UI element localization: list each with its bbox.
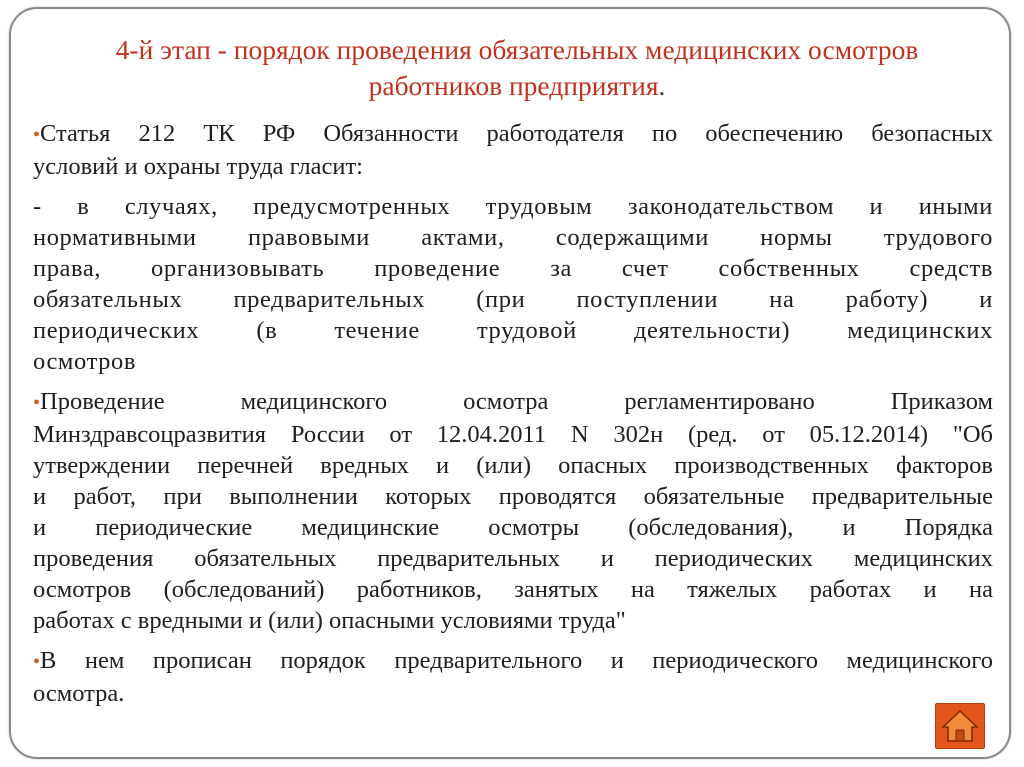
title-line-2-text: работников предприятия xyxy=(368,70,659,101)
text-line: условий и охраны труда гласит: xyxy=(33,153,363,180)
text-line: осмотров (обследований) работников, занятых на тяжелых работах и на xyxy=(33,576,993,603)
text-line: утверждении перечней вредных и (или) опасных производственных факторов xyxy=(33,452,993,479)
line-text: Проведение медицинского осмотра регламентировано Приказом xyxy=(40,388,993,415)
text-line: - в случаях, предусмотренных трудовым законодательством и иными xyxy=(33,193,993,220)
paragraph-order-302n xyxy=(33,386,993,636)
title-line-2 xyxy=(60,68,974,104)
paragraph-procedure xyxy=(33,645,993,709)
text-line: права, организовывать проведение за счет собственных средств xyxy=(33,255,993,282)
text-line: работах с вредными и (или) опасными условиями труда" xyxy=(33,607,626,634)
text-line xyxy=(33,386,993,419)
paragraph-article-212 xyxy=(33,118,993,182)
slide-title xyxy=(60,32,974,104)
bullet: • xyxy=(33,651,41,673)
text-line: и периодические медицинские осмотры (обследования), и Порядка xyxy=(33,514,993,541)
line-text: В нем прописан порядок предварительного и периодического медицинского xyxy=(40,647,993,674)
text-line: периодических (в течение трудовой деятельности) медицинских xyxy=(33,317,993,344)
text-line: осмотра. xyxy=(33,680,125,707)
text-line: проведения обязательных предварительных и периодических медицинских xyxy=(33,545,993,572)
text-line xyxy=(33,645,993,678)
text-line: Минздравсоцразвития России от 12.04.2011 N 302н (ред. от 05.12.2014) "Об xyxy=(33,421,993,448)
bullet: • xyxy=(33,392,41,414)
title-end-dot: . xyxy=(658,70,666,101)
bullet: • xyxy=(33,124,41,146)
text-line: нормативными правовыми актами, содержащими нормы трудового xyxy=(33,224,993,251)
text-line: обязательных предварительных (при поступлении на работу) и xyxy=(33,286,993,313)
text-line: и работ, при выполнении которых проводятся обязательные предварительные xyxy=(33,483,993,510)
slide-body xyxy=(33,118,993,718)
text-line xyxy=(33,118,993,151)
line-text: Статья 212 ТК РФ Обязанности работодателя по обеспечению безопасных xyxy=(40,120,993,147)
title-line-1: 4-й этап - порядок проведения обязательных медицинских осмотров xyxy=(115,34,919,65)
paragraph-obligation xyxy=(33,191,993,377)
home-button[interactable] xyxy=(935,703,985,749)
text-line: осмотров xyxy=(33,348,137,375)
home-icon xyxy=(941,708,979,744)
